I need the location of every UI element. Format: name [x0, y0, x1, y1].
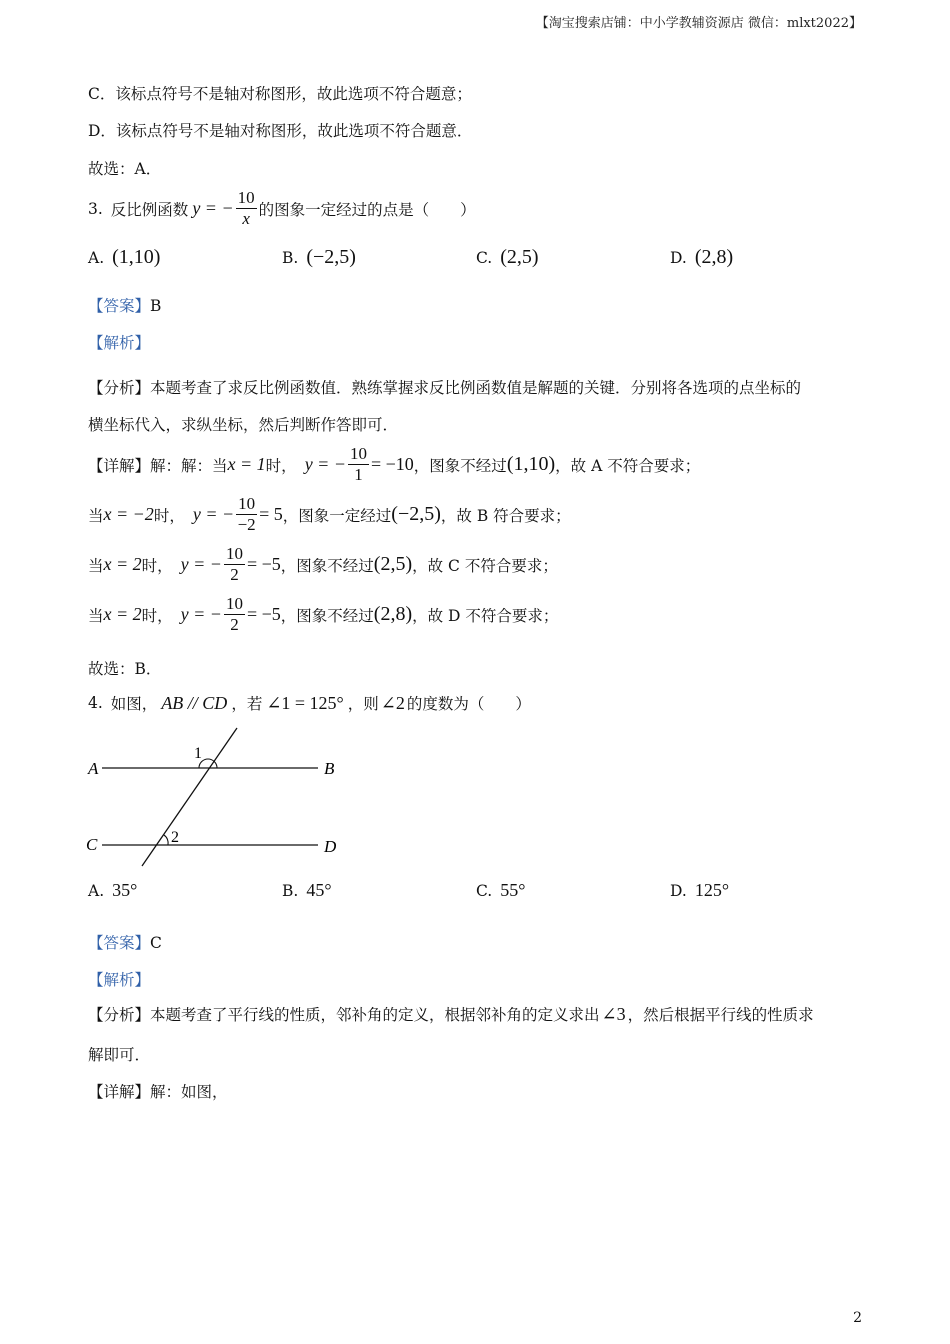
q4-option-d-value: 125°	[694, 880, 730, 900]
q3-step-1	[88, 444, 700, 485]
q4-angle2: ∠2	[380, 692, 405, 713]
q3-step-4-fraction	[224, 594, 245, 635]
q3-option-c	[476, 246, 539, 269]
q3-answer-tag: 【答案】	[88, 297, 151, 315]
q3-step-2	[88, 494, 571, 535]
q3-func-lhs: y = −	[192, 198, 234, 218]
q4-fenxi-line2: 解即可．	[88, 1046, 151, 1064]
q3-option-d	[670, 246, 733, 269]
q3-analysis-tag: 【解析】	[88, 334, 151, 352]
angle-2-arc	[164, 835, 168, 845]
q3-step-1-y: y = −	[304, 454, 346, 474]
q3-step-3-num: 10	[225, 544, 243, 563]
q3-step-2-result: = 5	[259, 504, 283, 524]
q3-step-2-fraction	[236, 494, 257, 535]
q4-fenxi-line1	[88, 1003, 814, 1025]
q4-option-c-label: C.	[476, 881, 493, 900]
q3-step-2-pre: 当	[88, 506, 104, 525]
q3-option-a	[88, 246, 160, 269]
q3-option-b-label: B.	[282, 248, 299, 267]
header-shop-note: 【淘宝搜索店铺：中小学教辅资源店 微信：mlxt2022】	[535, 16, 862, 31]
q3-func-den: x	[242, 209, 250, 228]
q3-step-1-mid: 时，	[265, 456, 297, 475]
q4-detail	[88, 1080, 228, 1102]
q3-option-a-label: A.	[88, 248, 105, 267]
label-angle-2: 2	[171, 829, 179, 846]
page-number: 2	[853, 1310, 862, 1326]
label-c: C	[86, 835, 98, 854]
q3-number: 3.	[88, 199, 103, 218]
q3-stem-prefix: 反比例函数	[110, 200, 189, 219]
q3-step-2-mid: 时，	[153, 506, 185, 525]
q3-step-2-den: −2	[237, 515, 256, 534]
q3-step-3-den: 2	[230, 565, 239, 584]
q4-stem-mid: ，若	[231, 695, 263, 713]
q3-step-4-x: x = 2	[103, 604, 142, 624]
q3-option-d-value: (2,8)	[694, 246, 734, 268]
q3-step-4-conclusion: ，故 D 不符合要求；	[412, 606, 559, 625]
q3-step-1-fraction	[348, 444, 369, 485]
q3-step-4-result: = −5	[246, 604, 281, 624]
q3-step-1-x: x = 1	[227, 454, 266, 474]
q4-parallel-lines-figure	[80, 722, 350, 872]
q4-stem	[88, 692, 531, 714]
label-d: D	[324, 837, 337, 856]
q3-option-b	[282, 246, 356, 269]
q4-fenxi-text1a: 本题考查了平行线的性质，邻补角的定义，根据邻补角的定义求出	[150, 1006, 600, 1024]
q2-option-c-explanation: C．该标点符号不是轴对称图形，故此选项不符合题意；	[88, 85, 472, 103]
label-angle-1: 1	[194, 745, 202, 762]
q4-fenxi-tag: 【分析】	[88, 1006, 151, 1024]
q3-answer-value: B	[150, 297, 162, 315]
q4-detail-tag: 【详解】	[88, 1083, 151, 1101]
q2-conclusion: 故选：A．	[88, 160, 162, 178]
q3-fenxi-line1	[88, 376, 801, 398]
q4-option-c-value: 55°	[500, 880, 526, 900]
q3-step-3-x: x = 2	[103, 554, 142, 574]
q4-detail-text: 解：如图，	[150, 1083, 228, 1101]
q3-option-b-value: (−2,5)	[306, 246, 356, 268]
q3-step-4-mid: 时，	[141, 606, 173, 625]
q3-step-1-num: 10	[349, 444, 367, 463]
q3-stem-suffix: 的图象一定经过的点是（ ）	[258, 200, 476, 219]
q3-step-3-conclusion: ，故 C 不符合要求；	[412, 556, 558, 575]
q4-option-b-value: 45°	[306, 880, 332, 900]
q3-step-2-x: x = −2	[103, 504, 154, 524]
q3-step-4-text: ，图象不经过	[280, 606, 374, 625]
q3-detail-tag: 【详解】	[88, 456, 151, 475]
q4-option-b	[282, 880, 332, 901]
q3-step-1-pre: 解：解：当	[150, 456, 228, 475]
q3-step-4-y: y = −	[180, 604, 222, 624]
q3-option-d-label: D.	[670, 248, 687, 267]
q2-option-d-explanation: D．该标点符号不是轴对称图形，故此选项不符合题意．	[88, 122, 473, 140]
q3-step-1-conclusion: ，故 A 不符合要求；	[555, 456, 701, 475]
q3-step-3-result: = −5	[246, 554, 281, 574]
q3-step-3-pre: 当	[88, 556, 104, 575]
q3-option-a-value: (1,10)	[112, 246, 161, 268]
q4-parallel-statement: AB // CD	[161, 692, 228, 713]
q3-step-3-fraction	[224, 544, 245, 585]
q3-step-4-pre: 当	[88, 606, 104, 625]
q3-step-2-conclusion: ，故 B 符合要求；	[440, 506, 571, 525]
q4-fenxi-angle3: ∠3	[601, 1003, 626, 1024]
q3-option-c-value: (2,5)	[500, 246, 539, 268]
q4-answer	[88, 931, 162, 953]
q3-answer	[88, 294, 161, 316]
q3-step-3	[88, 544, 558, 585]
q4-analysis-tag: 【解析】	[88, 971, 151, 989]
q4-option-d	[670, 880, 729, 901]
q3-stem	[88, 188, 476, 229]
q4-answer-tag: 【答案】	[88, 934, 151, 952]
q3-step-4-den: 2	[230, 615, 239, 634]
q4-stem-suffix: 的度数为（ ）	[406, 695, 531, 713]
q4-option-a-label: A.	[88, 881, 105, 900]
q4-option-a-value: 35°	[112, 880, 138, 900]
q3-fenxi-text1: 本题考查了求反比例函数值．熟练掌握求反比例函数值是解题的关键．分别将各选项的点坐标的	[150, 379, 802, 397]
q4-answer-value: C	[150, 934, 162, 952]
label-b: B	[324, 759, 335, 778]
q3-step-3-mid: 时，	[141, 556, 173, 575]
q4-number: 4.	[88, 694, 103, 712]
q3-step-1-point: (1,10)	[506, 453, 556, 475]
q4-fenxi-text1b: ，然后根据平行线的性质求	[627, 1006, 814, 1024]
q3-step-2-text: ，图象一定经过	[282, 506, 392, 525]
q3-fenxi-line2: 横坐标代入，求纵坐标，然后判断作答即可．	[88, 416, 399, 434]
q3-conclusion: 故选：B．	[88, 660, 162, 678]
q4-angle1: ∠1 = 125°	[266, 692, 344, 713]
q4-option-b-label: B.	[282, 881, 299, 900]
q4-option-d-label: D.	[670, 881, 687, 900]
q3-step-1-result: = −10	[370, 454, 414, 474]
q3-func-num: 10	[237, 188, 255, 207]
q3-option-c-label: C.	[476, 248, 493, 267]
q3-step-3-y: y = −	[180, 554, 222, 574]
label-a: A	[88, 759, 99, 778]
q3-step-2-point: (−2,5)	[391, 503, 441, 525]
q3-step-1-text: ，图象不经过	[413, 456, 507, 475]
q3-step-1-den: 1	[354, 465, 363, 484]
q4-stem-mid2: ，则	[347, 695, 379, 713]
q3-step-4-num: 10	[225, 594, 243, 613]
q4-stem-prefix: 如图，	[110, 695, 158, 713]
q3-step-4-point: (2,8)	[373, 603, 413, 625]
q3-step-2-num: 10	[238, 494, 256, 513]
q3-step-2-y: y = −	[192, 504, 235, 524]
q3-step-4	[88, 594, 558, 635]
q4-option-a	[88, 880, 137, 901]
q4-option-c	[476, 880, 525, 901]
q3-step-3-text: ，图象不经过	[280, 556, 374, 575]
q3-func-fraction	[236, 188, 257, 229]
q3-fenxi-tag: 【分析】	[88, 379, 151, 397]
q3-step-3-point: (2,5)	[373, 553, 413, 575]
